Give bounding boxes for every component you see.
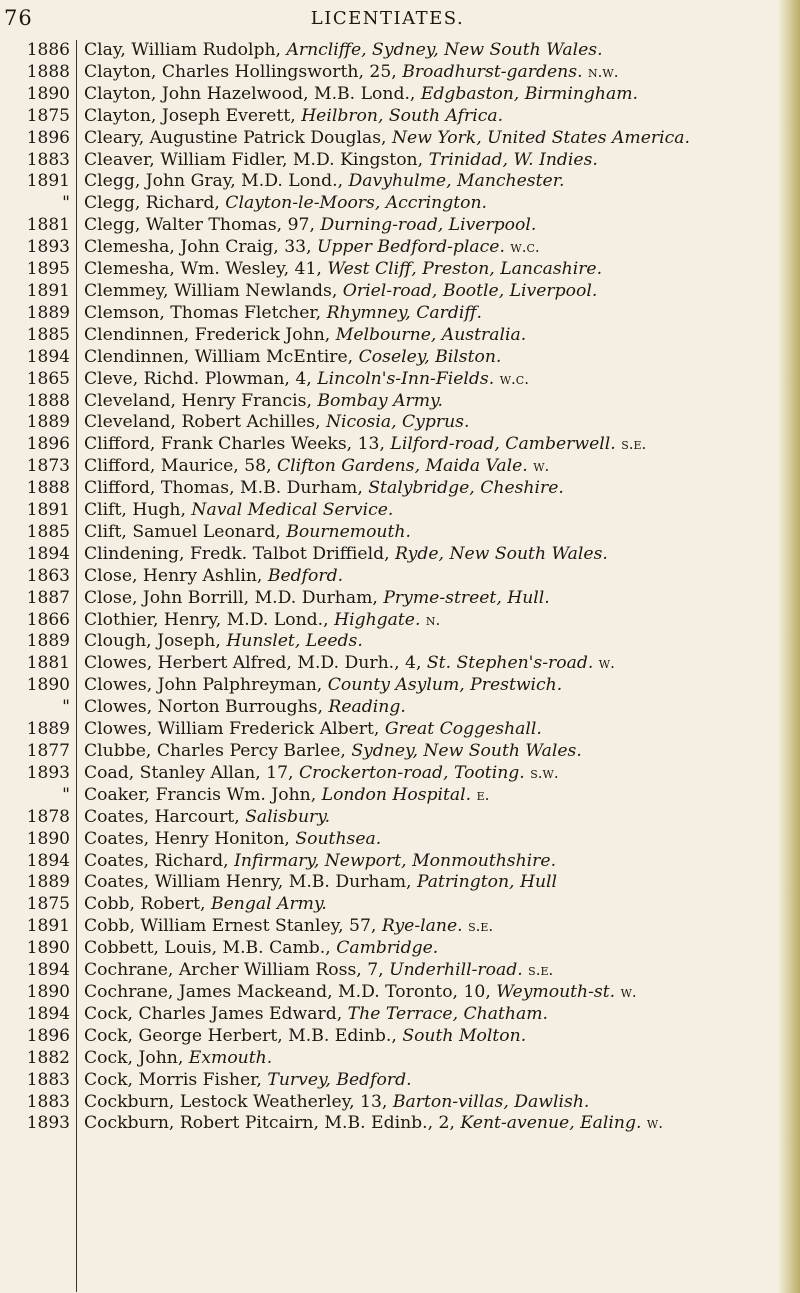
entry-address: West Cliff, Preston, Lancashire. — [327, 259, 603, 280]
entry-address: Ryde, New South Wales. — [395, 543, 608, 564]
entry-list — [0, 40, 776, 1135]
entry-name: Close, Henry Ashlin, — [84, 565, 263, 586]
entry-postal-district: n. — [425, 610, 441, 629]
entry-text — [84, 171, 776, 193]
entry-address: Sydney, New South Wales. — [351, 741, 582, 761]
list-item — [0, 544, 776, 566]
entry-address: Coseley, Bilston. — [358, 346, 502, 367]
entry-text — [84, 128, 776, 150]
entry-name: Cockburn, Lestock Weatherley, 13, — [84, 1091, 388, 1112]
entry-year: 1889 — [26, 719, 70, 740]
entry-name: Cock, John, — [84, 1047, 184, 1068]
entry-text — [84, 719, 776, 741]
entry-name: Cleary, Augustine Patrick Douglas, — [84, 127, 387, 148]
entry-name: Coates, Harcourt, — [84, 806, 240, 827]
entry-year: 1885 — [26, 324, 70, 345]
entry-year: 1890 — [26, 675, 70, 696]
entry-text — [84, 259, 776, 281]
entry-address: Southsea. — [295, 828, 382, 849]
entry-address: Arncliffe, Sydney, New South Wales. — [286, 40, 603, 60]
entry-name: Coates, Richard, — [84, 850, 229, 871]
entry-postal-district: s.e. — [528, 961, 554, 980]
entry-text — [84, 894, 776, 916]
entry-text — [84, 303, 776, 325]
entry-name: Clowes, Norton Burroughs, — [84, 697, 323, 718]
entry-text — [84, 478, 776, 500]
list-item — [0, 763, 776, 785]
entry-year: 1894 — [26, 1003, 70, 1024]
entry-text — [84, 215, 776, 237]
entry-text — [84, 1113, 776, 1135]
entry-text — [84, 610, 776, 632]
entry-year: 1894 — [26, 346, 70, 367]
entry-name: Cock, Morris Fisher, — [84, 1069, 262, 1090]
entry-text — [84, 40, 776, 62]
entry-year: 1893 — [26, 237, 70, 258]
entry-year: 1883 — [26, 149, 70, 170]
entry-year: 1896 — [26, 1025, 70, 1046]
entry-postal-district: w. — [533, 457, 550, 476]
entry-address: Edgbaston, Birmingham. — [420, 83, 639, 104]
entry-name: Clifford, Frank Charles Weeks, 13, — [84, 434, 385, 455]
entry-text — [84, 150, 776, 172]
entry-address: Turvey, Bedford. — [267, 1069, 412, 1090]
entry-address: Durning-road, Liverpool. — [320, 215, 537, 236]
entry-name: Cleve, Richd. Plowman, 4, — [84, 368, 312, 389]
list-item — [0, 1092, 776, 1114]
entry-address: Clifton Gardens, Maida Vale. — [277, 456, 528, 477]
entry-address: Rhymney, Cardiff. — [326, 302, 482, 323]
entry-text — [84, 84, 776, 106]
entry-year: 1888 — [26, 478, 70, 499]
list-item — [0, 456, 776, 478]
entry-year: 1896 — [26, 434, 70, 455]
entry-year: " — [62, 193, 70, 214]
running-title: LICENTIATES. — [310, 8, 465, 29]
entry-address: Bombay Army. — [317, 390, 443, 411]
list-item — [0, 281, 776, 303]
entry-address: Cambridge. — [336, 938, 439, 959]
entry-address: The Terrace, Chatham. — [347, 1003, 548, 1024]
entry-year: 1886 — [26, 40, 70, 60]
entry-year: 1890 — [26, 83, 70, 104]
entry-address: Pryme-street, Hull. — [383, 587, 550, 608]
list-item — [0, 522, 776, 544]
entry-postal-district: w. — [598, 654, 615, 673]
entry-year: 1893 — [26, 1113, 70, 1134]
list-item — [0, 215, 776, 237]
list-item — [0, 347, 776, 369]
entry-postal-district: s.w. — [530, 763, 559, 782]
entry-year: 1863 — [26, 565, 70, 586]
entry-year: 1883 — [26, 1091, 70, 1112]
entry-text — [84, 522, 776, 544]
entry-address: Rye-lane. — [381, 916, 463, 937]
list-item — [0, 894, 776, 916]
list-item — [0, 566, 776, 588]
entry-year: 1889 — [26, 412, 70, 433]
entry-postal-district: w.c. — [510, 238, 540, 257]
entry-address: Nicosia, Cyprus. — [326, 412, 470, 433]
entry-name: Clegg, John Gray, M.D. Lond., — [84, 171, 344, 192]
entry-text — [84, 851, 776, 873]
entry-name: Clubbe, Charles Percy Barlee, — [84, 741, 346, 761]
list-item — [0, 1113, 776, 1135]
entry-name: Clayton, Joseph Everett, — [84, 105, 296, 126]
entry-text — [84, 982, 776, 1004]
entry-year: 1891 — [26, 280, 70, 301]
list-item — [0, 171, 776, 193]
page-header — [0, 6, 775, 32]
entry-name: Clowes, Herbert Alfred, M.D. Durh., 4, — [84, 653, 422, 674]
list-item — [0, 719, 776, 741]
entry-name: Clowes, William Frederick Albert, — [84, 719, 380, 740]
list-item — [0, 106, 776, 128]
list-item — [0, 303, 776, 325]
entry-year: 1866 — [26, 609, 70, 630]
entry-name: Clowes, John Palphreyman, — [84, 675, 323, 696]
entry-name: Cock, George Herbert, M.B. Edinb., — [84, 1025, 397, 1046]
entry-name: Clay, William Rudolph, — [84, 40, 281, 60]
entry-text — [84, 1048, 776, 1070]
list-item — [0, 1004, 776, 1026]
entry-text — [84, 391, 776, 413]
entry-address: Reading. — [328, 697, 406, 718]
list-item — [0, 150, 776, 172]
entry-address: Weymouth-st. — [496, 981, 616, 1002]
entry-year: 1890 — [26, 828, 70, 849]
entry-year: 1894 — [26, 850, 70, 871]
entry-name: Clayton, John Hazelwood, M.B. Lond., — [84, 83, 416, 104]
entry-text — [84, 1026, 776, 1048]
entry-text — [84, 763, 776, 785]
entry-text — [84, 193, 776, 215]
list-item — [0, 391, 776, 413]
list-item — [0, 807, 776, 829]
entry-address: Davyhulme, Manchester. — [348, 171, 565, 192]
entry-text — [84, 960, 776, 982]
list-item — [0, 412, 776, 434]
entry-name: Clendinnen, William McEntire, — [84, 346, 354, 367]
entry-postal-district: s.e. — [468, 917, 494, 936]
entry-text — [84, 566, 776, 588]
list-item — [0, 851, 776, 873]
entry-year: 1883 — [26, 1069, 70, 1090]
list-item — [0, 1070, 776, 1092]
list-item — [0, 84, 776, 106]
entry-text — [84, 697, 776, 719]
entry-name: Clifford, Thomas, M.B. Durham, — [84, 478, 363, 499]
entry-text — [84, 456, 776, 478]
entry-address: Patrington, Hull — [416, 872, 558, 893]
entry-name: Clindening, Fredk. Talbot Driffield, — [84, 543, 390, 564]
entry-year: 1875 — [26, 894, 70, 915]
entry-address: Great Coggeshall. — [384, 719, 542, 740]
entry-address: London Hospital. — [321, 784, 472, 805]
entry-text — [84, 1004, 776, 1026]
entry-address: Lilford-road, Camberwell. — [390, 434, 616, 455]
entry-name: Clift, Hugh, — [84, 500, 186, 521]
list-item — [0, 631, 776, 653]
list-item — [0, 872, 776, 894]
entry-address: Upper Bedford-place. — [317, 237, 505, 258]
entry-postal-district: n.w. — [588, 62, 619, 81]
entry-name: Coaker, Francis Wm. John, — [84, 784, 317, 805]
entry-text — [84, 369, 776, 391]
entry-address: Lincoln's-Inn-Fields. — [317, 368, 495, 389]
entry-year: 1893 — [26, 762, 70, 783]
entry-address: New York, United States America. — [391, 127, 690, 148]
entry-name: Clifford, Maurice, 58, — [84, 456, 272, 477]
entry-text — [84, 938, 776, 960]
entry-address: Melbourne, Australia. — [335, 324, 527, 345]
entry-name: Clothier, Henry, M.D. Lond., — [84, 609, 329, 630]
list-item — [0, 829, 776, 851]
entry-name: Cockburn, Robert Pitcairn, M.B. Edinb., 2, — [84, 1113, 455, 1134]
entry-year: " — [62, 784, 70, 805]
entry-address: Highgate. — [334, 609, 421, 630]
list-item — [0, 478, 776, 500]
entry-year: 1877 — [26, 741, 70, 761]
entry-name: Clemmey, William Newlands, — [84, 280, 338, 301]
entry-text — [84, 588, 776, 610]
entry-name: Cleveland, Henry Francis, — [84, 390, 312, 411]
entry-year: 1882 — [26, 1047, 70, 1068]
list-item — [0, 434, 776, 456]
entry-name: Cochrane, Archer William Ross, 7, — [84, 960, 384, 981]
entry-address: Infirmary, Newport, Monmouthshire. — [234, 850, 557, 871]
list-item — [0, 325, 776, 347]
list-item — [0, 1048, 776, 1070]
list-item — [0, 259, 776, 281]
entry-text — [84, 544, 776, 566]
entry-text — [84, 434, 776, 456]
entry-address: Bengal Army. — [210, 894, 327, 915]
entry-name: Close, John Borrill, M.D. Durham, — [84, 587, 378, 608]
entry-year: 1865 — [26, 368, 70, 389]
entry-year: 1896 — [26, 127, 70, 148]
entry-address: Trinidad, W. Indies. — [428, 149, 598, 170]
entry-text — [84, 281, 776, 303]
list-item — [0, 193, 776, 215]
entry-text — [84, 237, 776, 259]
entry-name: Clift, Samuel Leonard, — [84, 521, 281, 542]
entry-year: 1888 — [26, 61, 70, 82]
entry-year: 1888 — [26, 390, 70, 411]
list-item — [0, 697, 776, 719]
entry-postal-district: s.e. — [621, 435, 647, 454]
entry-year: 1894 — [26, 960, 70, 981]
entry-text — [84, 916, 776, 938]
entry-text — [84, 653, 776, 675]
entry-year: 1889 — [26, 872, 70, 893]
entry-address: Bedford. — [267, 565, 344, 586]
entry-name: Coates, William Henry, M.B. Durham, — [84, 872, 412, 893]
entry-postal-district: w.c. — [499, 369, 529, 388]
list-item — [0, 500, 776, 522]
entry-text — [84, 325, 776, 347]
list-item — [0, 62, 776, 84]
list-item — [0, 741, 776, 763]
entry-text — [84, 807, 776, 829]
entry-year: 1887 — [26, 587, 70, 608]
entry-name: Cleaver, William Fidler, M.D. Kingston, — [84, 149, 424, 170]
entry-year: " — [62, 697, 70, 718]
entry-year: 1891 — [26, 171, 70, 192]
entry-year: 1881 — [26, 215, 70, 236]
entry-address: Heilbron, South Africa. — [301, 105, 504, 126]
entry-year: 1881 — [26, 653, 70, 674]
entry-name: Cock, Charles James Edward, — [84, 1003, 343, 1024]
list-item — [0, 960, 776, 982]
entry-text — [84, 412, 776, 434]
page-edge — [778, 0, 800, 1293]
list-item — [0, 916, 776, 938]
entry-name: Coad, Stanley Allan, 17, — [84, 762, 294, 783]
entry-address: Underhill-road. — [389, 960, 523, 981]
entry-text — [84, 500, 776, 522]
entry-text — [84, 741, 776, 763]
list-item — [0, 785, 776, 807]
entry-year: 1894 — [26, 543, 70, 564]
entry-address: Salisbury. — [245, 806, 331, 827]
entry-text — [84, 1092, 776, 1114]
entry-name: Clendinnen, Frederick John, — [84, 324, 331, 345]
entry-name: Clemson, Thomas Fletcher, — [84, 302, 322, 323]
entry-year: 1889 — [26, 631, 70, 652]
entry-year: 1891 — [26, 916, 70, 937]
entry-postal-district: w. — [646, 1114, 663, 1133]
entry-address: Bournemouth. — [286, 521, 411, 542]
entry-year: 1895 — [26, 259, 70, 280]
list-item — [0, 675, 776, 697]
entry-year: 1890 — [26, 938, 70, 959]
entry-year: 1885 — [26, 521, 70, 542]
entry-text — [84, 106, 776, 128]
entry-name: Cleveland, Robert Achilles, — [84, 412, 321, 433]
entry-address: South Molton. — [402, 1025, 527, 1046]
entry-address: Naval Medical Service. — [191, 500, 394, 521]
entry-text — [84, 675, 776, 697]
list-item — [0, 610, 776, 632]
entry-name: Cobb, William Ernest Stanley, 57, — [84, 916, 377, 937]
entry-address: Stalybridge, Cheshire. — [368, 478, 564, 499]
entry-text — [84, 347, 776, 369]
entry-postal-district: w. — [620, 982, 637, 1001]
entry-address: Kent-avenue, Ealing. — [460, 1113, 642, 1134]
entry-year: 1878 — [26, 806, 70, 827]
entry-address: St. Stephen's-road. — [426, 653, 594, 674]
entry-text — [84, 829, 776, 851]
list-item — [0, 982, 776, 1004]
entry-name: Cochrane, James Mackeand, M.D. Toronto, 10, — [84, 981, 491, 1002]
entry-address: County Asylum, Prestwich. — [327, 675, 563, 696]
page-number: 76 — [4, 6, 33, 30]
entry-name: Clemesha, John Craig, 33, — [84, 237, 312, 258]
entry-address: Exmouth. — [188, 1047, 273, 1068]
entry-name: Cobb, Robert, — [84, 894, 206, 915]
list-item — [0, 40, 776, 62]
entry-name: Clayton, Charles Hollingsworth, 25, — [84, 61, 397, 82]
entry-name: Coates, Henry Honiton, — [84, 828, 290, 849]
list-item — [0, 588, 776, 610]
entry-text — [84, 1070, 776, 1092]
entry-year: 1875 — [26, 105, 70, 126]
entry-year: 1889 — [26, 302, 70, 323]
entry-address: Clayton-le-Moors, Accrington. — [225, 193, 488, 214]
entry-address: Oriel-road, Bootle, Liverpool. — [342, 280, 598, 301]
entry-postal-district: e. — [476, 785, 490, 804]
entry-name: Clough, Joseph, — [84, 631, 221, 652]
entry-year: 1873 — [26, 456, 70, 477]
list-item — [0, 237, 776, 259]
list-item — [0, 1026, 776, 1048]
entry-name: Cobbett, Louis, M.B. Camb., — [84, 938, 331, 959]
entry-address: Crockerton-road, Tooting. — [298, 762, 525, 783]
list-item — [0, 369, 776, 391]
entry-text — [84, 62, 776, 84]
entry-address: Hunslet, Leeds. — [226, 631, 363, 652]
entry-text — [84, 785, 776, 807]
entry-text — [84, 872, 776, 894]
entry-year: 1890 — [26, 981, 70, 1002]
entry-address: Barton-villas, Dawlish. — [392, 1091, 590, 1112]
list-item — [0, 938, 776, 960]
entry-name: Clegg, Richard, — [84, 193, 220, 214]
entry-address: Broadhurst-gardens. — [402, 61, 583, 82]
list-item — [0, 653, 776, 675]
entry-year: 1891 — [26, 500, 70, 521]
list-item — [0, 128, 776, 150]
entry-name: Clegg, Walter Thomas, 97, — [84, 215, 315, 236]
entry-text — [84, 631, 776, 653]
entry-name: Clemesha, Wm. Wesley, 41, — [84, 259, 322, 280]
